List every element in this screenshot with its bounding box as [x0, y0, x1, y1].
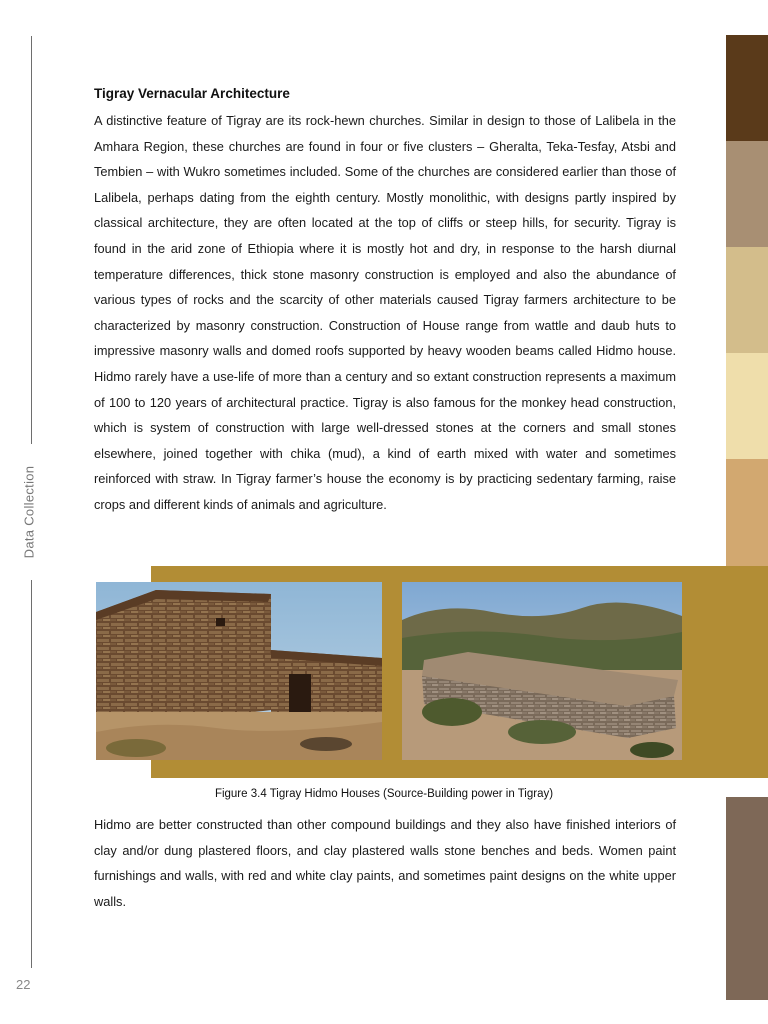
- margin-line-top: [31, 36, 32, 444]
- swatch-dark-brown: [726, 35, 768, 141]
- section-label: Data Collection: [21, 465, 37, 559]
- swatch-tan: [726, 459, 768, 566]
- figure-caption: Figure 3.4 Tigray Hidmo Houses (Source-Building power in Tigray): [214, 788, 554, 800]
- photo-hidmo-house-flat-roof: [402, 582, 682, 760]
- swatch-taupe: [726, 141, 768, 247]
- paragraph-hidmo-interiors: Hidmo are better constructed than other compound buildings and they also have finished interiors of clay and/or dung plastered floors, and clay plastered walls stone benches and beds. Women paint furnishings and walls, with red and white clay paints, and sometimes paint designs on the white upper walls.: [94, 817, 676, 909]
- swatch-grey-brown: [726, 797, 768, 1000]
- article-heading: Tigray Vernacular Architecture: [94, 86, 290, 101]
- page-number: 22: [16, 977, 31, 992]
- margin-line-bottom: [31, 580, 32, 968]
- paragraph-rock-hewn-churches: A distinctive feature of Tigray are its rock-hewn churches. Similar in design to those of Lalibela in the Amhara Region, these churches are found in four or five clusters – Gheralta, Teka-Tesfay, Atsbi and Tembien – with Wukro sometimes included. Some of the churches are considered earlier than those of Lalibela, perhaps dating from the eighth century. Mostly monolithic, with designs partly inspired by classical architecture, they are often located at the top of cliffs or steep hills, for security. Tigray is found in the arid zone of Ethiopia where it is mostly hot and dry, in response to the harsh diurnal temperature differences, thick stone masonry construction is employed and also the abundance of various types of rocks and the scarcity of other materials caused Tigray farmers architecture to be characterized by masonry construction. Construction of House range from wattle and daub huts to impressive masonry walls and domed roofs supported by heavy wooden beams called Hidmo house. Hidmo rarely have a use-life of more than a century and so extant construction represents a maximum of 100 to 120 years of architectural practice. Tigray is also famous for the monkey head construction, which is system of construction with large well-dressed stones at the corners and small stones elsewhere, joined together with chika (mud), a kind of earth mixed with water and sometimes reinforced with straw. In Tigray farmer’s house the economy is by practicing sedentary farming, raise crops and different kinds of animals and agriculture.: [94, 113, 676, 512]
- swatch-khaki: [726, 247, 768, 353]
- photo-hidmo-house-stone-walls-image: [96, 582, 382, 760]
- photo-hidmo-house-stone-walls: [96, 582, 382, 760]
- swatch-cream: [726, 353, 768, 459]
- photo-hidmo-house-flat-roof-image: [402, 582, 682, 760]
